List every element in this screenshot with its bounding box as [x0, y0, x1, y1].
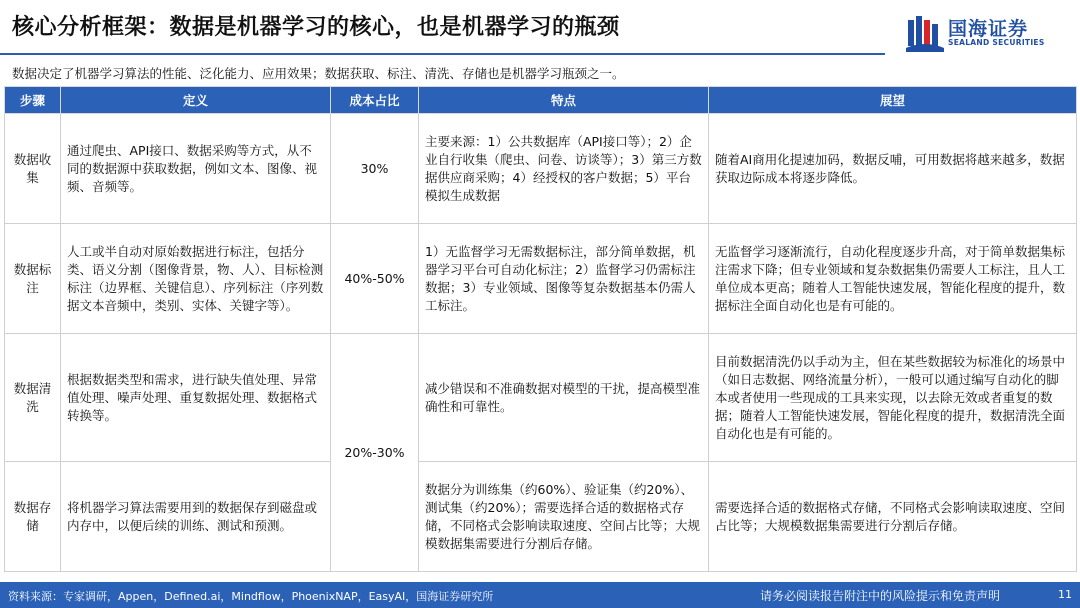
- intro-text: 数据决定了机器学习算法的性能、泛化能力、应用效果；数据获取、标注、清洗、存储也是机器学习瓶颈之一。: [12, 66, 625, 81]
- sealand-logo-icon: [906, 14, 944, 52]
- step-cell: 数据收集: [5, 114, 61, 224]
- disclaimer-text: 请务必阅读报告附注中的风险提示和免责声明: [760, 589, 1001, 603]
- logo-name-en: SEALAND SECURITIES: [948, 38, 1045, 47]
- step-cell: 数据存储: [5, 462, 61, 572]
- header-features: 特点: [419, 87, 709, 114]
- header-cost-ratio: 成本占比: [331, 87, 419, 114]
- features-cell: 减少错误和不准确数据对模型的干扰，提高模型准确性和可靠性。: [419, 334, 709, 462]
- table-row: [5, 114, 1077, 224]
- logo-name-cn: 国海证券: [948, 18, 1029, 40]
- features-cell: 主要来源：1）公共数据库（API接口等）；2）企业自行收集（爬虫、问卷、访谈等）；3）第三方数据供应商采购；4）经授权的客户数据；5）平台模拟生成数据: [419, 114, 709, 224]
- header-definition: 定义: [61, 87, 331, 114]
- features-cell: 数据分为训练集（约60%）、验证集（约20%）、测试集（约20%）；需要选择合适的数据格式存储，不同格式会影响读取速度、空间占比等；大规模数据集需要进行分割后存储。: [419, 462, 709, 572]
- features-cell: 1）无监督学习无需数据标注，部分简单数据，机器学习平台可自动化标注；2）监督学习仍需标注数据；3）专业领域、图像等复杂数据基本仍需人工标注。: [419, 224, 709, 334]
- cost-ratio-cell: 30%: [331, 114, 419, 224]
- step-cell: 数据标注: [5, 224, 61, 334]
- data-pipeline-table: [4, 86, 1077, 572]
- table-row: [5, 224, 1077, 334]
- definition-cell: 人工或半自动对原始数据进行标注，包括分类、语义分割（图像背景，物、人）、目标检测标注（边界框、关键信息）、序列标注（序列数据文本音频中，类别、实体、关键字等）。: [61, 224, 331, 334]
- table-row: [5, 462, 1077, 572]
- cost-ratio-cell: 40%-50%: [331, 224, 419, 334]
- definition-cell: 通过爬虫、API接口、数据采购等方式，从不同的数据源中获取数据，例如文本、图像、视频、音频等。: [61, 114, 331, 224]
- slide-footer: [0, 582, 1080, 608]
- header-outlook: 展望: [709, 87, 1077, 114]
- company-logo: [906, 14, 1066, 54]
- slide-header: [0, 0, 1080, 60]
- header-step: 步骤: [5, 87, 61, 114]
- step-cell: 数据清洗: [5, 334, 61, 462]
- outlook-cell: 需要选择合适的数据格式存储，不同格式会影响读取速度、空间占比等；大规模数据集需要进行分割后存储。: [709, 462, 1077, 572]
- definition-cell: 根据数据类型和需求，进行缺失值处理、异常值处理、噪声处理、重复数据处理、数据格式转换等。: [61, 334, 331, 462]
- page-number: 11: [1058, 588, 1072, 601]
- outlook-cell: 随着AI商用化提速加码，数据反哺，可用数据将越来越多，数据获取边际成本将逐步降低。: [709, 114, 1077, 224]
- definition-cell: 将机器学习算法需要用到的数据保存到磁盘或内存中，以便后续的训练、测试和预测。: [61, 462, 331, 572]
- source-note: 资料来源：专家调研，Appen，Defined.ai，Mindflow，PhoenixNAP，EasyAI，国海证券研究所: [8, 590, 494, 603]
- cost-ratio-cell: 20%-30%: [331, 334, 419, 572]
- table-header-row: [5, 87, 1077, 114]
- table-row: [5, 334, 1077, 462]
- outlook-cell: 目前数据清洗仍以手动为主，但在某些数据较为标准化的场景中（如日志数据、网络流量分析），一般可以通过编写自动化的脚本或者使用一些现成的工具来实现，以去除无效或者重复的数据；随着人工智能快速发展，智能化程度的提升，数据清洗全面自动化也是有可能的。: [709, 334, 1077, 462]
- title-divider: [0, 53, 885, 55]
- outlook-cell: 无监督学习逐渐流行，自动化程度逐步升高，对于简单数据集标注需求下降；但专业领域和复杂数据集仍需要人工标注，且人工单位成本更高；随着人工智能快速发展，智能化程度的提升，数据标注全面自动化也是有可能的。: [709, 224, 1077, 334]
- page-title: 核心分析框架：数据是机器学习的核心，也是机器学习的瓶颈: [12, 15, 620, 40]
